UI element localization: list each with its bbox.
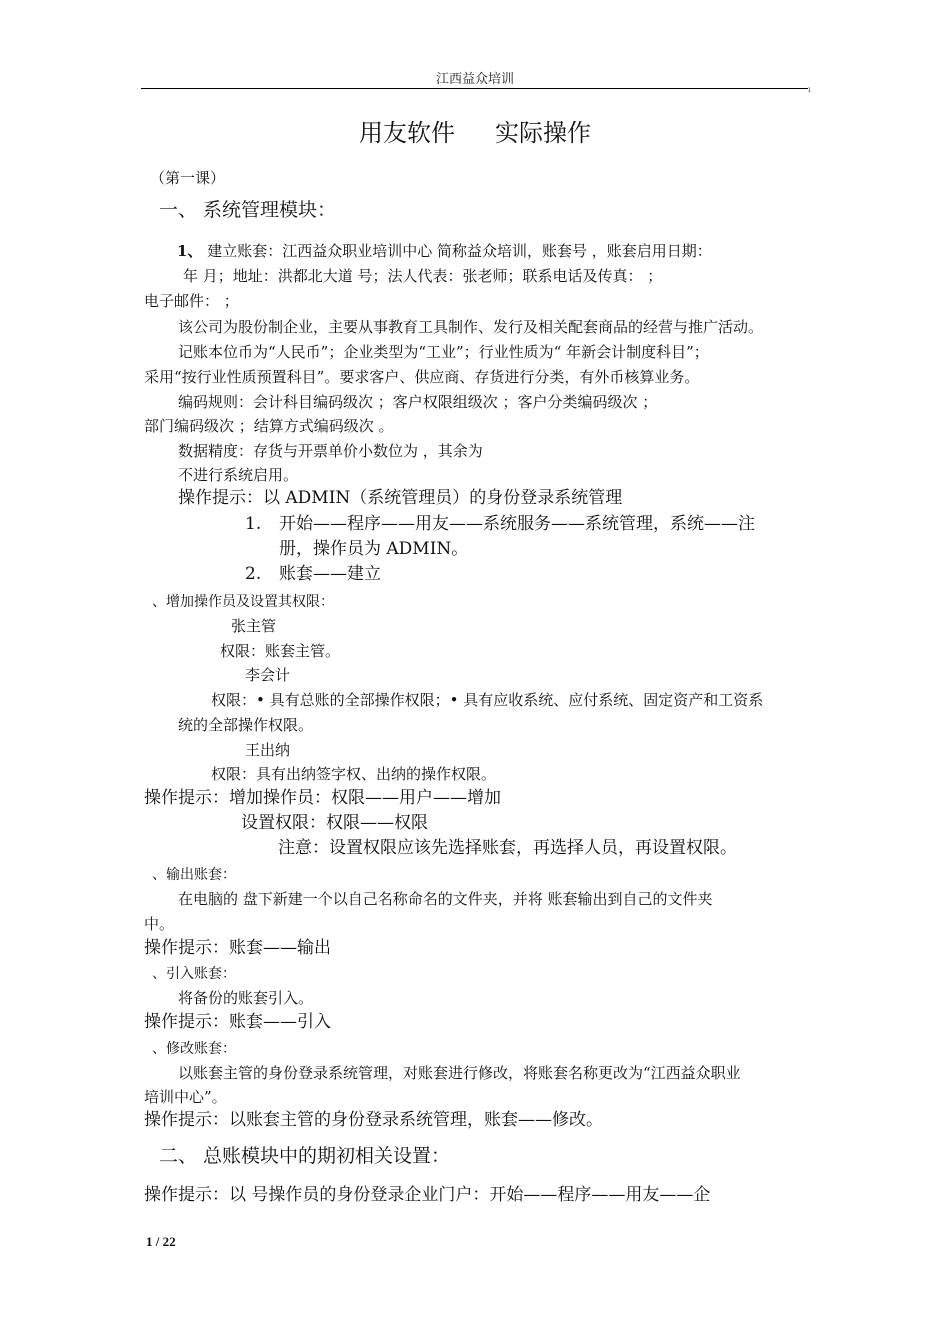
- item1-line3: 电子邮件： ；: [144, 292, 239, 310]
- page-title: [0, 121, 950, 145]
- title-part-1: 用友软件: [359, 119, 455, 147]
- import-tip: 操作提示：账套——引入: [144, 1012, 331, 1032]
- export-body-a: 在电脑的 盘下新建一个以自己名称命名的文件夹，并将 账套输出到自己的文件夹: [178, 890, 713, 908]
- export-tip: 操作提示：账套——输出: [144, 938, 331, 958]
- section2-tip: 操作提示：以 号操作员的身份登录企业门户：开始——程序——用友——企: [144, 1185, 711, 1205]
- item1-text: 建立账套：江西益众职业培训中心 简称益众培训，账套号 ，账套启用日期：: [207, 242, 712, 260]
- op1-step2: 账套——建立: [279, 564, 381, 584]
- user1-permission: 权限：账套主管。: [220, 642, 341, 660]
- section2-heading: 二、 总账模块中的期初相关设置：: [159, 1145, 451, 1167]
- user3-permission: 权限：具有出纳签字权、出纳的操作权限。: [211, 765, 497, 783]
- page-number: 1 / 22: [146, 1234, 176, 1249]
- user2-permission-a: 权限：• 具有总账的全部操作权限；• 具有应收系统、应付系统、固定资产和工资系: [211, 691, 764, 709]
- para-no-enable: 不进行系统启用。: [178, 466, 299, 484]
- op1-step2-number: 2.: [245, 564, 262, 584]
- user1-name: 张主管: [231, 617, 277, 635]
- modify-heading: 、修改账套：: [152, 1041, 236, 1057]
- para-currency-1: 记账本位币为“人民币”；企业类型为“工业”；行业性质为“ 年新会计制度科目”；: [178, 343, 709, 361]
- item1-number: 1、: [177, 242, 203, 260]
- user2-permission-b: 统的全部操作权限。: [178, 716, 314, 734]
- lesson-label: （第一课）: [150, 169, 226, 187]
- users-tip-a: 操作提示：增加操作员：权限——用户——增加: [144, 788, 501, 808]
- users-heading: 、增加操作员及设置其权限：: [152, 594, 334, 610]
- export-body-b: 中。: [144, 915, 175, 933]
- para-company: 该公司为股份制企业，主要从事教育工具制作、发行及相关配套商品的经营与推广活动。: [178, 318, 764, 336]
- op1-tip: 操作提示：以 ADMIN（系统管理员）的身份登录系统管理: [178, 488, 623, 508]
- item1-line2: 年 月；地址：洪都北大道 号；法人代表：张老师；联系电话及传真： ；: [183, 267, 663, 285]
- page-header: 江西益众培训: [435, 72, 514, 87]
- title-part-2: 实际操作: [495, 119, 591, 147]
- header-rule: [141, 88, 808, 89]
- op1-step1-number: 1.: [245, 514, 262, 534]
- users-tip-note: 注意：设置权限应该先选择账套，再选择人员，再设置权限。: [278, 838, 737, 858]
- para-coding-2: 部门编码级次 ；结算方式编码级次 。: [144, 417, 394, 435]
- import-body: 将备份的账套引入。: [178, 989, 314, 1007]
- modify-body-b: 培训中心”。: [144, 1088, 227, 1106]
- users-tip-b: 设置权限：权限——权限: [241, 813, 428, 833]
- modify-tip: 操作提示：以账套主管的身份登录系统管理，账套——修改。: [144, 1110, 603, 1130]
- item1-line1: [177, 244, 712, 259]
- modify-body-a: 以账套主管的身份登录系统管理，对账套进行修改，将账套名称更改为“江西益众职业: [178, 1064, 741, 1082]
- export-heading: 、输出账套：: [152, 867, 236, 883]
- section1-heading: 一、 系统管理模块：: [159, 199, 337, 221]
- import-heading: 、引入账套：: [152, 966, 236, 982]
- user2-name: 李会计: [245, 666, 291, 684]
- op1-step1-b: 册，操作员为 ADMIN。: [279, 539, 469, 559]
- para-currency-2: 采用“按行业性质预置科目”。要求客户、供应商、存货进行分类，有外币核算业务。: [144, 368, 700, 386]
- para-coding-1: 编码规则：会计科目编码级次 ；客户权限组级次 ；客户分类编码级次 ；: [178, 393, 658, 411]
- para-precision: 数据精度：存货与开票单价小数位为 ，其余为: [178, 442, 483, 460]
- user3-name: 王出纳: [245, 741, 291, 759]
- op1-step1-a: 开始——程序——用友——系统服务——系统管理，系统——注: [279, 514, 755, 534]
- header-rule-mark: ı: [808, 85, 811, 94]
